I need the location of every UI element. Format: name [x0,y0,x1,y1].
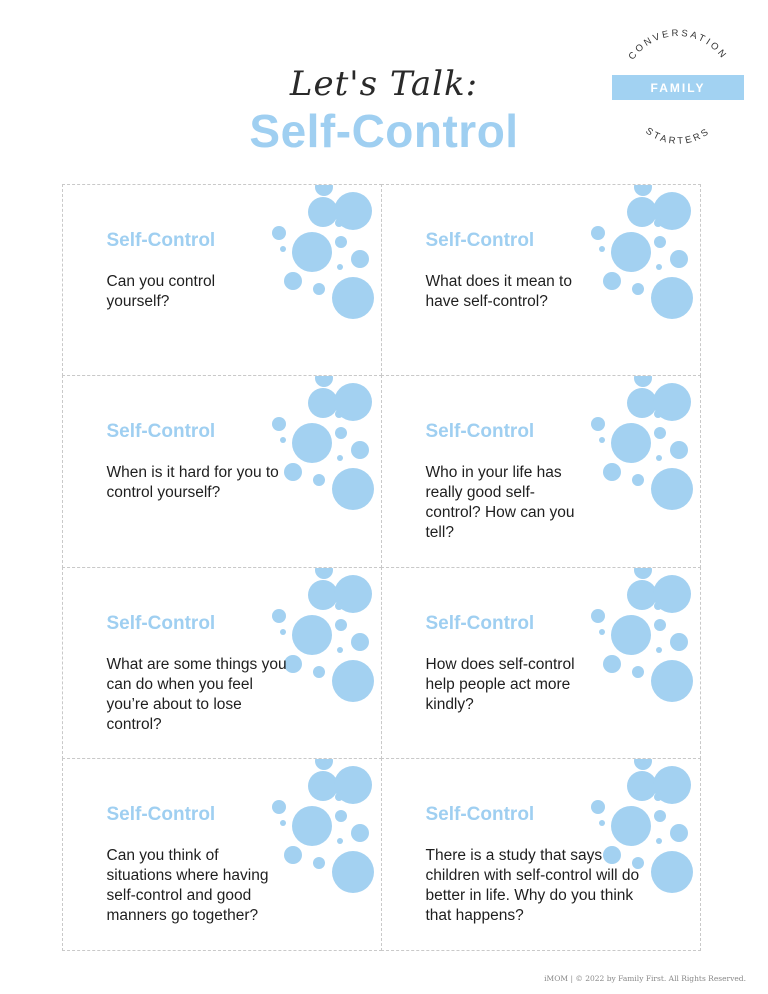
card-title: Self-Control [106,804,216,825]
bubble-dot [599,246,605,252]
bubble-dot [272,226,286,240]
bubble-dot [335,236,347,248]
bubble-dot [670,824,688,842]
bubble-dot [313,474,325,486]
bubble-dot [670,633,688,651]
card-question: What does it mean to have self-control? [425,272,572,310]
conversation-starters-badge [608,20,748,160]
bubble-dot [636,216,642,222]
bubble-dot [634,568,652,579]
card-question: What are some things you can do when you feel you’re about to lose control? [106,655,287,733]
bubble-dot [651,660,693,702]
card-title: Self-Control [425,421,535,442]
bubble-dot [591,609,605,623]
bubble-dot [670,441,688,459]
bubble-dot [332,468,374,510]
bubble-dot [332,660,374,702]
card-title: Self-Control [425,612,535,634]
bubble-dot [654,410,662,418]
bubble-dot [656,264,662,270]
bubble-dot [651,468,693,510]
bubble-dot [335,619,347,631]
card-grid [62,184,700,950]
bubble-dot [308,580,338,610]
bubble-dot [272,609,286,623]
bubble-dot [292,232,332,272]
bubble-dot [337,838,343,844]
bubble-dot [656,647,662,653]
bubble-dot [591,800,605,814]
bubble-dot [651,851,693,893]
bubble-dot [315,568,333,579]
bubble-dot [292,615,332,655]
bubble-dot [656,838,662,844]
conversation-card [62,184,382,377]
bubble-dot [654,602,662,610]
card-title: Self-Control [106,421,216,442]
conversation-card [62,567,382,760]
bubble-dot [591,417,605,431]
card-question: There is a study that says children with self-control will do better in life. Why do you think that happens? [425,847,640,924]
bubble-dot [670,250,688,268]
conversation-card [381,567,701,760]
bubble-dot [351,824,369,842]
bubble-dot [636,407,642,413]
bubble-dot [632,666,644,678]
badge-top-text: CONVERSATION [626,27,730,63]
bubble-dot [654,793,662,801]
bubble-dot [603,272,621,290]
bubble-dot [313,283,325,295]
card-title: Self-Control [106,612,216,634]
card-question: Can you think of situations where having self-control and good manners go together? [106,847,269,924]
bubble-dot [315,185,333,196]
badge-bottom-text: STARTERS [643,125,713,147]
conversation-card [62,758,382,951]
bubble-dot [654,427,666,439]
bubble-dot [611,615,651,655]
bubble-dot [272,417,286,431]
page-title: Self-Control [249,105,519,157]
bubble-dot [654,219,662,227]
bubble-dot [317,407,323,413]
bubble-dot [335,602,343,610]
bubble-dot [599,629,605,635]
bubble-dot [284,846,302,864]
bubble-dot [603,655,621,673]
bubble-dot [292,806,332,846]
bubble-dot [313,857,325,869]
bubble-dot [634,376,652,387]
bubble-dot [308,197,338,227]
bubble-dot [651,277,693,319]
bubble-dot [308,771,338,801]
conversation-card [381,184,701,377]
footer-copyright: iMOM | © 2022 by Family First. All Rights Reserved. [544,974,746,983]
bubble-dot [627,197,657,227]
bubble-dot [280,437,286,443]
svg-text:STARTERS [643,126,712,147]
bubbles-decoration [590,185,700,325]
bubble-dot [611,232,651,272]
bubble-dot [634,185,652,196]
bubble-dot [308,388,338,418]
conversation-card [381,375,701,568]
bubbles-decoration [271,185,381,325]
bubble-dot [337,264,343,270]
bubble-dot [654,619,666,631]
bubble-dot [627,771,657,801]
card-question: Who in your life has really good self-control? How can you tell? [425,464,575,541]
card-question: How does self-control help people act more kindly? [425,655,575,713]
bubble-dot [654,810,666,822]
script-title: Let's Talk: [289,64,479,104]
card-title: Self-Control [425,229,535,251]
bubble-dot [332,851,374,893]
bubble-dot [656,455,662,461]
conversation-card [381,758,701,951]
bubble-dot [335,410,343,418]
bubble-dot [627,388,657,418]
bubble-dot [634,759,652,770]
bubble-dot [332,277,374,319]
card-title: Self-Control [106,229,216,251]
bubble-dot [280,246,286,252]
bubbles-decoration [271,759,381,899]
bubble-dot [599,820,605,826]
bubble-dot [335,793,343,801]
bubble-dot [337,455,343,461]
svg-text:CONVERSATION [626,28,729,62]
bubble-dot [313,666,325,678]
bubble-dot [351,250,369,268]
bubble-dot [632,283,644,295]
card-title: Self-Control [425,804,535,825]
bubble-dot [351,633,369,651]
bubble-dot [603,463,621,481]
bubble-dot [636,599,642,605]
bubble-dot [611,806,651,846]
bubbles-decoration [590,376,700,516]
bubble-dot [636,790,642,796]
bubble-dot [591,226,605,240]
bubble-dot [351,441,369,459]
bubble-dot [280,629,286,635]
bubble-dot [315,376,333,387]
bubble-dot [317,599,323,605]
bubble-dot [611,423,651,463]
bubble-dot [627,580,657,610]
bubble-dot [337,647,343,653]
bubble-dot [280,820,286,826]
card-question: Can you control yourself? [106,272,216,310]
bubble-dot [335,810,347,822]
bubble-dot [317,790,323,796]
card-question: When is it hard for you to control yourself? [106,464,279,501]
bubble-dot [632,474,644,486]
conversation-card [62,375,382,568]
bubble-dot [335,427,347,439]
bubble-dot [317,216,323,222]
bubble-dot [272,800,286,814]
badge-family-bar: FAMILY [612,75,744,100]
bubble-dot [599,437,605,443]
bubble-dot [292,423,332,463]
bubble-dot [335,219,343,227]
bubble-dot [284,272,302,290]
bubbles-decoration [590,568,700,708]
bubble-dot [315,759,333,770]
bubble-dot [654,236,666,248]
